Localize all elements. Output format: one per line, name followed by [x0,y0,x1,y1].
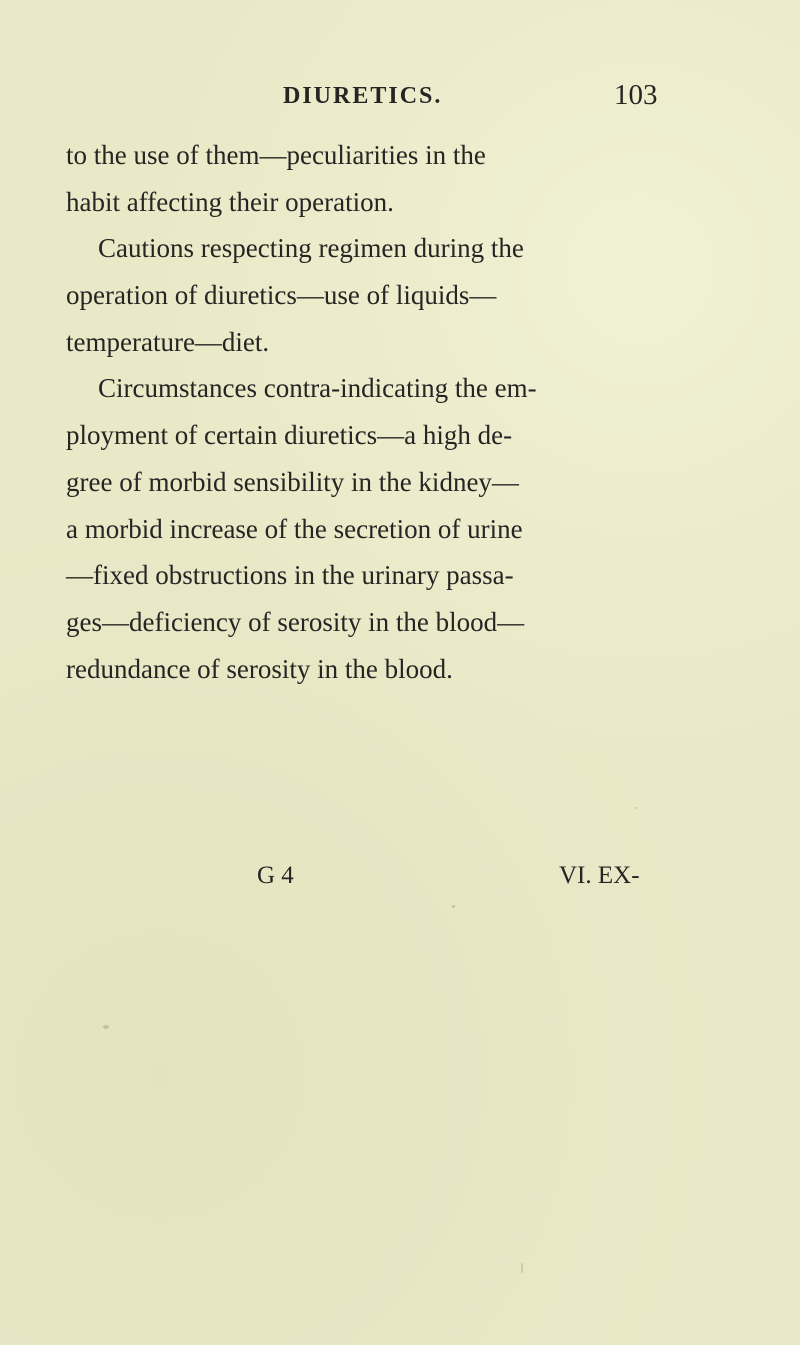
paper-speck [521,1263,523,1273]
text-line: temperature—diet. [66,327,270,357]
paper-speck [103,1025,109,1029]
text-line: Cautions respecting regimen during the [98,233,524,263]
text-line: Circumstances contra-indicating the em- [98,373,537,403]
text-line: redundance of serosity in the blood. [66,654,453,684]
text-line: ployment of certain diuretics—a high de- [66,420,513,450]
text-line: —fixed obstructions in the urinary passa- [66,560,514,590]
text-line: habit affecting their operation. [66,187,394,217]
paper-speck [635,807,637,809]
text-line: ges—deficiency of serosity in the blood— [66,607,525,637]
text-line: gree of morbid sensibility in the kidney— [66,467,519,497]
text-line: a morbid increase of the secretion of urine [66,514,523,544]
text-line: to the use of them—peculiarities in the [66,140,486,170]
paper-speck [452,905,455,908]
printer-signature: G 4 [257,862,294,889]
running-title: DIURETICS. [283,83,443,109]
text-line: operation of diuretics—use of liquids— [66,280,497,310]
page-number: 103 [614,79,658,111]
catchword: VI. EX- [559,862,640,889]
